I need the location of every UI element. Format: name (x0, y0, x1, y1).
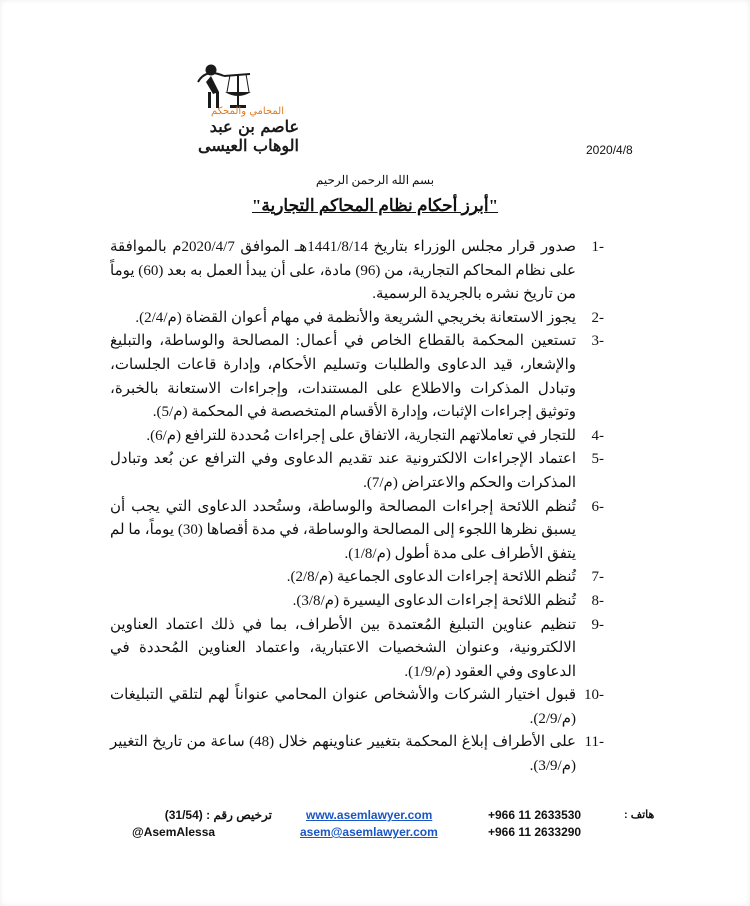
list-item (110, 496, 604, 567)
item-text: تُنظم اللائحة إجراءات الدعاوى اليسيرة (م/3/8). (292, 592, 576, 609)
website-link[interactable]: www.asemlawyer.com (306, 808, 433, 822)
item-number: 1- (591, 239, 604, 255)
item-number: 7- (591, 569, 604, 586)
logo-subtitle: المحامي والمحكم (210, 106, 284, 117)
list-item (110, 307, 604, 331)
logo-name: عاصم بن عبد الوهاب العيسى (197, 117, 299, 155)
item-text: صدور قرار مجلس الوزراء بتاريخ 1441/8/14هـ الموافق 2020/4/7م بالموافقة على نظام المحاكم التجارية، من (96) مادة، على أن يبدأ العمل به بعد (60) يوماً من تاريخ نشره بالجريدة الرسمية. (110, 239, 577, 303)
item-number: 11- (584, 734, 604, 751)
item-text: تُنظم اللائحة إجراءات المصالحة والوساطة، وستُحدد الدعاوى التي يجب أن يسبق نظرها اللجوء إلى المصالحة والوساطة، في مدة أقصاها (30) يوماً، ما لم يتفق الأطراف على مدة أطول (م/1/8). (110, 498, 577, 562)
phone-number-2: +966 11 2633290 (488, 825, 582, 839)
item-text: على الأطراف إبلاغ المحكمة بتغيير عناوينهم خلال (48) ساعة من تاريخ التغيير (م/3/9). (110, 734, 576, 775)
basmala: بسم الله الرحمن الرحيم (315, 173, 435, 187)
email-link[interactable]: asem@asemlawyer.com (300, 825, 438, 839)
item-number: 10- (584, 687, 604, 704)
item-text: تُنظم اللائحة إجراءات الدعاوى الجماعية (م/2/8). (286, 569, 576, 586)
list-item (110, 425, 604, 449)
document-date: 2020/4/8 (586, 143, 633, 157)
scales-of-justice-icon (184, 62, 254, 110)
twitter-handle[interactable]: @AsemAlessa (132, 825, 216, 839)
item-number: 9- (591, 616, 604, 633)
list-item (110, 590, 604, 614)
document-footer (0, 800, 750, 850)
list-item (110, 448, 604, 495)
list-item (110, 731, 604, 778)
list-item (110, 566, 604, 590)
item-number: 2- (591, 309, 604, 326)
phone-number-1: +966 11 2633530 (488, 808, 582, 822)
list-item (110, 614, 604, 685)
item-text: تنظيم عناوين التبليغ المُعتمدة بين الأطراف، بما في ذلك اعتماد العناوين الالكترونية، وعنوان الشخصيات الاعتبارية، واعتماد العناوين المُحددة في الدعاوى وفي العقود (م/1/9). (110, 616, 576, 680)
phone-label: هاتف : (624, 809, 655, 821)
item-text: قبول اختيار الشركات والأشخاص عنوان المحامي عنواناً لهم لتلقي التبليغات (م/2/9). (110, 687, 576, 727)
list-item (110, 684, 604, 731)
item-number: 3- (591, 333, 604, 350)
firm-logo (160, 62, 300, 155)
item-number: 5- (591, 451, 604, 468)
item-text: اعتماد الإجراءات الالكترونية عند تقديم الدعاوى وفي الترافع عن بُعد وتبادل المذكرات والحكم والاعتراض (م/7). (110, 451, 576, 491)
document-title: "أبرز أحكام نظام المحاكم التجارية" (251, 196, 499, 215)
license-number: ترخيص رقم : (31/54) (164, 808, 272, 822)
list-item (110, 236, 604, 307)
item-number: 4- (591, 427, 604, 444)
item-text: للتجار في تعاملاتهم التجارية، الاتفاق على إجراءات مُحددة للترافع (م/6). (146, 427, 576, 444)
item-text: يجوز الاستعانة بخريجي الشريعة والأنظمة في مهام أعوان القضاة (م/2/4). (135, 309, 576, 326)
item-text: تستعين المحكمة بالقطاع الخاص في أعمال: المصالحة والوساطة، والتبليغ والإشعار، قيد الدعاوى والطلبات وتسليم الأحكام، وإدارة قاعات الجلسات، وتبادل المذكرات والاطلاع على المستندات، وإجراءات الاستعانة بالخبرة، وتوثيق إجراءات الإثبات، وإدارة الأقسام المتخصصة في المحكمة (م/5). (110, 333, 576, 421)
item-number: 6- (591, 498, 604, 515)
item-number: 8- (591, 592, 604, 609)
list-item (110, 330, 604, 424)
provisions-list (110, 236, 604, 779)
